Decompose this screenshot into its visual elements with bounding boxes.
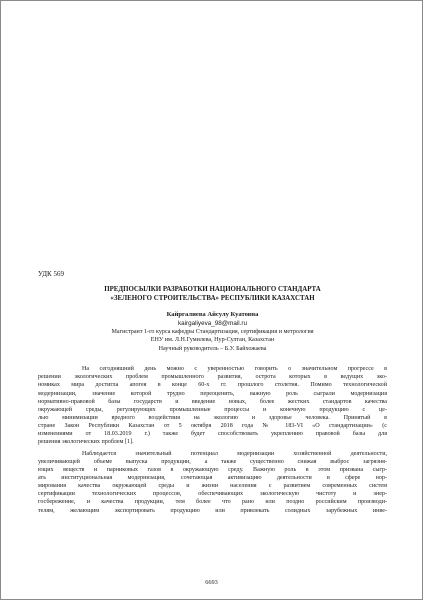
author-position: Магистрант 1-го курса кафедры Стандартизация, сертификация и метрология xyxy=(111,328,314,335)
paragraph-line: нормативно-правовой базы государств и введение новых, более жестких стандартов качества xyxy=(38,398,387,405)
author-email: kairgaliyeva_98@mail.ru xyxy=(177,319,248,327)
paragraph-line: сертификации технологических процессов, обеспечивающих экологическую чистоту и энер- xyxy=(38,491,387,498)
paragraph-line: ющих веществ и парниковых газов в окружающую среду. Важную роль в этом призвана сыгр- xyxy=(38,466,387,473)
paragraph-line: номиках мира достигла апогея в конце 60-х гг. прошлого столетия. Помимо технологической xyxy=(38,382,387,389)
paragraph-line: Наблюдается значительный потенциал модернизации хозяйственной деятельности, xyxy=(82,450,387,457)
author-block xyxy=(38,311,387,353)
paragraph-line: окружающей среды, регулирующих промышленные процессы и конечную продукцию с це- xyxy=(38,406,387,413)
document-content xyxy=(38,270,387,515)
author-university: ЕНУ им. Л.Н.Гумилева, Нур-Султан, Казахстан xyxy=(150,337,275,344)
page-number: 6693 xyxy=(205,579,218,586)
paragraph-line: На сегодняшний день можно с уверенностью говорить о значительном прогрессе в xyxy=(82,366,387,373)
paragraph-line: решении экологических проблем промышленного развития, острота которых в ведущих эко- xyxy=(38,374,387,381)
article-title xyxy=(38,285,387,303)
author-name: Кайргалиева Айсулу Куатовна xyxy=(166,311,259,319)
paragraph-line: увеличивающей объеме выпуска продукции, а также существенно снижая выброс загрязня- xyxy=(38,458,387,465)
paragraph-line: госбережение, и качества продукции, тем более что рано или поздно российским производи- xyxy=(38,499,387,506)
article-title-line: «ЗЕЛЕНОГО СТРОИТЕЛЬСТВА» РЕСПУБЛИКИ КАЗАХСТАН xyxy=(110,295,315,303)
paragraph-line: решения экологических проблем [1]. xyxy=(38,439,134,446)
paragraph-1 xyxy=(38,365,387,446)
scientific-supervisor: Научный руководитель – Б.У. Байхожаева xyxy=(158,345,267,352)
article-title-line: ПРЕДПОСЫЛКИ РАЗРАБОТКИ НАЦИОНАЛЬНОГО СТАНДАРТА xyxy=(104,286,321,294)
paragraph-line: лью минимизации вредного воздействия на экологию и здоровье человека. Принятый в xyxy=(38,415,387,422)
paragraph-line: изменениями от 18.03.2019 г.) также будет способствовать укреплению правовой базы для xyxy=(38,431,387,438)
paragraph-2 xyxy=(38,450,387,515)
udk-code: УДК 569 xyxy=(38,270,64,278)
paragraph-line: телям, желающим экспортировать продукцию или привлекать солидных зарубежных инве- xyxy=(38,507,387,514)
paragraph-line: модернизации, значение которой трудно переоценить, важную роль сыграли модернизация xyxy=(38,390,387,397)
paragraph-line: ать институциональная модернизация, сочетающая активизацию деятельности в сфере нор- xyxy=(38,475,387,482)
paragraph-line: мирования качества окружающей среды и жизни населения с развитием современных систем xyxy=(38,483,387,490)
paragraph-line: стране Закон Республики Казахстан от 5 октября 2018 года № 183-VI «О стандартизации» (с xyxy=(38,423,387,430)
